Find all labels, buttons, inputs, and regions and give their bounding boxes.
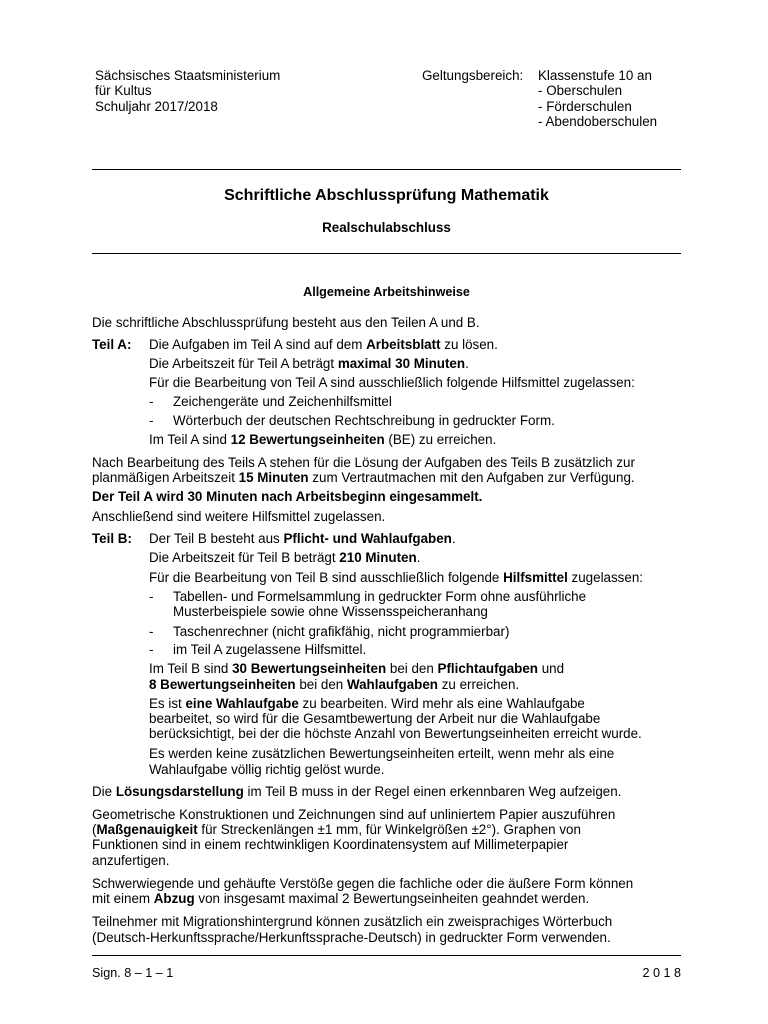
bullet-dash: - xyxy=(149,413,154,428)
geometry-line3: Funktionen sind in einem rechtwinkligen Koordinatensystem auf Millimeterpapier xyxy=(92,837,569,852)
teil-b-line9: Es werden keine zusätzlichen Bewertungseinheiten erteilt, wenn mehr als eine xyxy=(149,746,615,761)
scope-value: Klassenstufe 10 an xyxy=(538,68,652,83)
geometry-line1: Geometrische Konstruktionen und Zeichnungen sind auf unliniertem Papier auszuführen xyxy=(92,807,616,822)
solution-paragraph: Die Lösungsdarstellung im Teil B muss in der Regel einen erkennbaren Weg aufzeigen. xyxy=(92,784,622,799)
teil-b-bullet1-line2: Musterbeispiele sowie ohne Wissensspeicheranhang xyxy=(173,604,488,619)
teil-b-line2: Die Arbeitszeit für Teil B beträgt 210 Minuten. xyxy=(149,550,421,565)
scope-item-foerderschulen: - Förderschulen xyxy=(538,99,632,114)
teil-a-bullet1: Zeichengeräte und Zeichenhilfsmittel xyxy=(173,394,392,409)
teil-b-line4: Im Teil B sind 30 Bewertungseinheiten bei den Pflichtaufgaben und xyxy=(149,661,565,676)
section-heading: Allgemeine Arbeitshinweise xyxy=(303,285,470,299)
teil-b-line6: Es ist eine Wahlaufgabe zu bearbeiten. Wird mehr als eine Wahlaufgabe xyxy=(149,696,585,711)
ministry-name-line1: Sächsisches Staatsministerium xyxy=(95,68,281,83)
teil-b-line7: bearbeitet, so wird für die Gesamtbewertung der Arbeit nur die Wahlaufgabe xyxy=(149,711,601,726)
teil-b-bullet2: Taschenrechner (nicht grafikfähig, nicht programmierbar) xyxy=(173,624,510,639)
after-a-line3: Der Teil A wird 30 Minuten nach Arbeitsbeginn eingesammelt. xyxy=(92,489,483,504)
teil-a-bullet2: Wörterbuch der deutschen Rechtschreibung in gedruckter Form. xyxy=(173,413,555,428)
teil-b-label: Teil B: xyxy=(92,531,132,546)
ministry-name-line2: für Kultus xyxy=(95,83,152,98)
scope-item-abendoberschulen: - Abendoberschulen xyxy=(538,114,658,129)
page-title: Schriftliche Abschlussprüfung Mathematik xyxy=(224,187,549,204)
teil-a-line3: Für die Bearbeitung von Teil A sind ausschließlich folgende Hilfsmittel zugelassen: xyxy=(149,375,635,390)
school-year: Schuljahr 2017/2018 xyxy=(95,99,218,114)
teil-a-line4: Im Teil A sind 12 Bewertungseinheiten (BE) zu erreichen. xyxy=(149,432,497,447)
teil-a-label: Teil A: xyxy=(92,337,132,352)
teil-b-bullet1-line1: Tabellen- und Formelsammlung in gedruckter Form ohne ausführliche xyxy=(173,589,587,604)
footer-year: 2 0 1 8 xyxy=(642,966,681,980)
after-a-line2: planmäßigen Arbeitszeit 15 Minuten zum Vertrautmachen mit den Aufgaben zur Verfügung. xyxy=(92,470,635,485)
migration-line1: Teilnehmer mit Migrationshintergrund können zusätzlich ein zweisprachiges Wörterbuch xyxy=(92,914,613,929)
footer-rule xyxy=(92,955,681,956)
teil-b-line1: Der Teil B besteht aus Pflicht- und Wahlaufgaben. xyxy=(149,531,456,546)
header-rule xyxy=(92,169,681,170)
page-subtitle: Realschulabschluss xyxy=(322,220,451,235)
bullet-dash: - xyxy=(149,642,154,657)
bullet-dash: - xyxy=(149,624,154,639)
geometry-line4: anzufertigen. xyxy=(92,853,170,868)
title-rule xyxy=(92,253,681,254)
teil-b-line8: berücksichtigt, bei der die höchste Anzahl von Bewertungseinheiten erreicht wurde. xyxy=(149,726,642,741)
intro-text: Die schriftliche Abschlussprüfung besteht aus den Teilen A und B. xyxy=(92,315,480,330)
teil-b-line10: Wahlaufgabe völlig richtig gelöst wurde. xyxy=(149,762,385,777)
scope-label: Geltungsbereich: xyxy=(422,68,524,83)
form-line1: Schwerwiegende und gehäufte Verstöße gegen die fachliche oder die äußere Form können xyxy=(92,876,634,891)
scope-item-oberschulen: - Oberschulen xyxy=(538,83,623,98)
footer-sign: Sign. 8 – 1 – 1 xyxy=(92,966,174,980)
geometry-line2: (Maßgenauigkeit für Streckenlängen ±1 mm, für Winkelgrößen ±2°). Graphen von xyxy=(92,822,581,837)
migration-line2: (Deutsch-Herkunftssprache/Herkunftssprache-Deutsch) in gedruckter Form verwenden. xyxy=(92,930,611,945)
bullet-dash: - xyxy=(149,394,154,409)
after-a-line1: Nach Bearbeitung des Teils A stehen für die Lösung der Aufgaben des Teils B zusätzlich zur xyxy=(92,455,635,470)
bullet-dash: - xyxy=(149,589,154,604)
after-a-line4: Anschließend sind weitere Hilfsmittel zugelassen. xyxy=(92,509,386,524)
teil-b-line3: Für die Bearbeitung von Teil B sind ausschließlich folgende Hilfsmittel zugelassen: xyxy=(149,570,643,585)
teil-b-bullet3: im Teil A zugelassene Hilfsmittel. xyxy=(173,642,367,657)
teil-b-line5: 8 Bewertungseinheiten bei den Wahlaufgaben zu erreichen. xyxy=(149,677,520,692)
teil-a-line2: Die Arbeitszeit für Teil A beträgt maximal 30 Minuten. xyxy=(149,356,469,371)
teil-a-line1: Die Aufgaben im Teil A sind auf dem Arbeitsblatt zu lösen. xyxy=(149,337,498,352)
form-line2: mit einem Abzug von insgesamt maximal 2 Bewertungseinheiten geahndet werden. xyxy=(92,891,590,906)
